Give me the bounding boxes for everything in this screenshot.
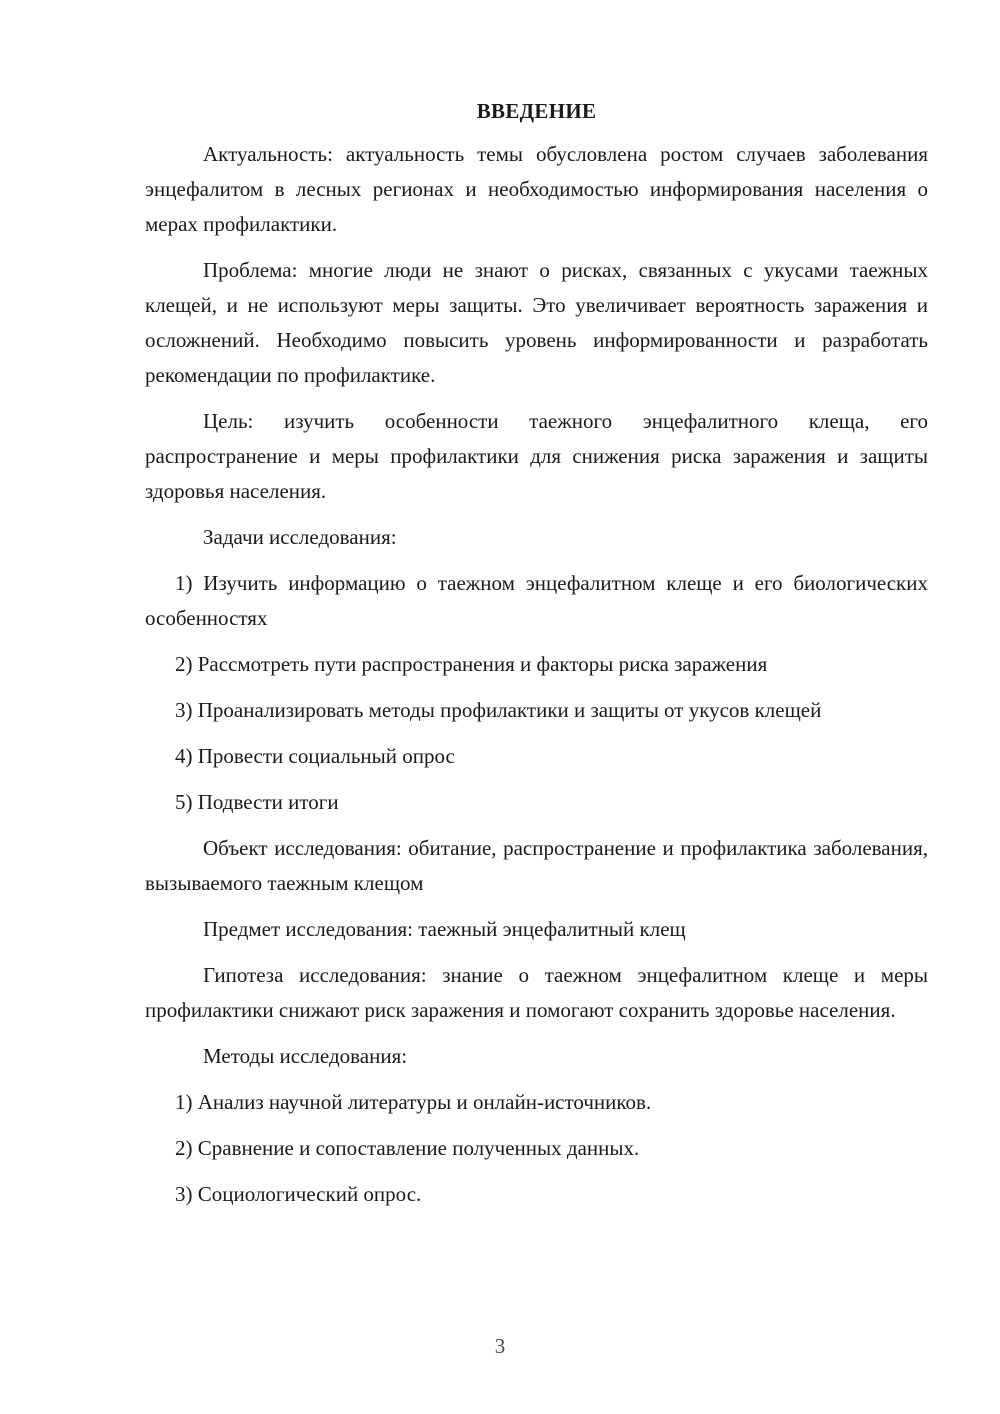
method-item-2: 2) Сравнение и сопоставление полученных данных. <box>175 1136 640 1160</box>
page-title: ВВЕДЕНИЕ <box>476 99 597 123</box>
document-page <box>145 96 928 1223</box>
method-item-1: 1) Анализ научной литературы и онлайн-источников. <box>175 1090 652 1114</box>
paragraph-hypothesis: Гипотеза исследования: знание о таежном энцефалитном клеще и меры профилактики снижают риск заражения и помогают сохранить здоровье населения. <box>145 963 928 1022</box>
paragraph-tasks-heading: Задачи исследования: <box>203 525 397 549</box>
task-item-2: 2) Рассмотреть пути распространения и факторы риска заражения <box>175 652 768 676</box>
paragraph-subject: Предмет исследования: таежный энцефалитный клещ <box>203 917 686 941</box>
task-item-1: 1) Изучить информацию о таежном энцефалитном клеще и его биологических особенностях <box>145 571 928 630</box>
paragraph-relevance: Актуальность: актуальность темы обусловлена ростом случаев заболевания энцефалитом в лесных регионах и необходимостью информирования населения о мерах профилактики. <box>145 142 928 236</box>
paragraph-problem: Проблема: многие люди не знают о рисках, связанных с укусами таежных клещей, и не используют меры защиты. Это увеличивает вероятность заражения и осложнений. Необходимо повысить уровень информированности и разработать рекомендации по профилактике. <box>145 258 928 387</box>
paragraph-methods-heading: Методы исследования: <box>203 1044 408 1068</box>
task-item-4: 4) Провести социальный опрос <box>175 744 455 768</box>
page-number: 3 <box>494 1334 506 1358</box>
task-item-5: 5) Подвести итоги <box>175 790 339 814</box>
task-item-3: 3) Проанализировать методы профилактики и защиты от укусов клещей <box>175 698 822 722</box>
paragraph-object: Объект исследования: обитание, распространение и профилактика заболевания, вызываемого таежным клещом <box>145 836 928 895</box>
paragraph-goal: Цель: изучить особенности таежного энцефалитного клеща, его распространение и меры профилактики для снижения риска заражения и защиты здоровья населения. <box>145 409 928 503</box>
method-item-3: 3) Социологический опрос. <box>175 1182 422 1206</box>
